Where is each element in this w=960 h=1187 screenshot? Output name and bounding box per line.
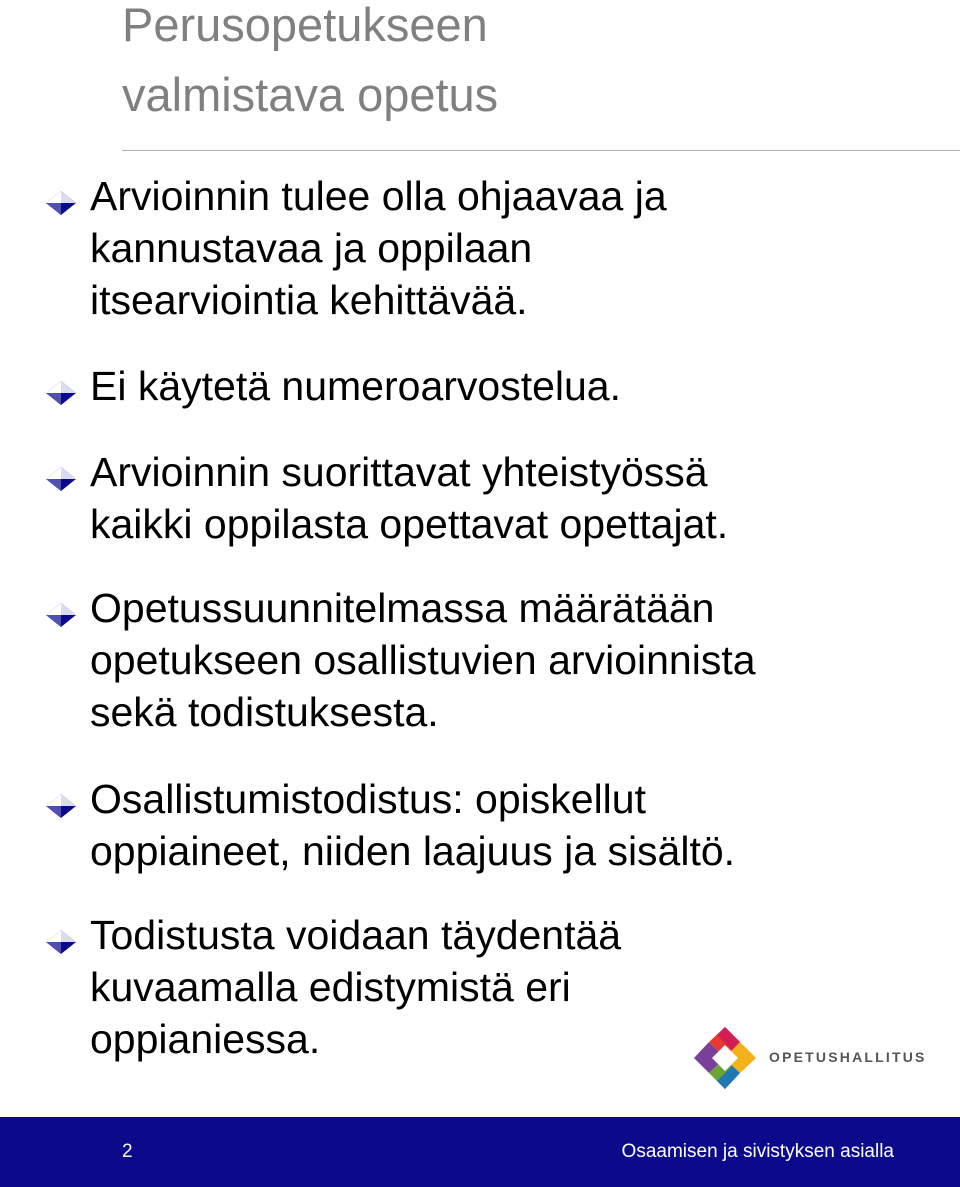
diamond-bullet-icon (44, 378, 78, 408)
diamond-bullet-icon (44, 464, 78, 494)
diamond-bullet-icon (44, 927, 78, 957)
slide-title: Perusopetukseen valmistava opetus (122, 0, 499, 121)
diamond-bullet-icon (44, 188, 78, 218)
bullet-text: Osallistumistodistus: opiskellut oppiaineet, niiden laajuus ja sisältö. (90, 776, 736, 874)
bullet-text: Arvioinnin tulee olla ohjaavaa ja kannustavaa ja oppilaan itsearviointia kehittävää. (90, 173, 667, 323)
diamond-logo-icon (692, 1025, 758, 1091)
bullet-text: Arvioinnin suorittavat yhteistyössä kaikki oppilasta opettavat opettajat. (90, 449, 729, 547)
opetushallitus-logo (692, 1025, 927, 1095)
bullet-text: Ei käytetä numeroarvostelua. (90, 363, 621, 409)
diamond-bullet-icon (44, 791, 78, 821)
footer-tagline: Osaamisen ja sivistyksen asialla (621, 1141, 894, 1162)
bullet-text: Opetussuunnitelmassa määrätään opetukseen osallistuvien arvioinnista sekä todistuksesta. (90, 585, 756, 735)
footer-bar (0, 1117, 960, 1187)
page-number: 2 (122, 1141, 133, 1162)
logo-wordmark: OPETUSHALLITUS (769, 1049, 927, 1065)
bullet-text: Todistusta voidaan täydentää kuvaamalla edistymistä eri oppianiessa. (90, 912, 622, 1062)
diamond-bullet-icon (44, 600, 78, 630)
